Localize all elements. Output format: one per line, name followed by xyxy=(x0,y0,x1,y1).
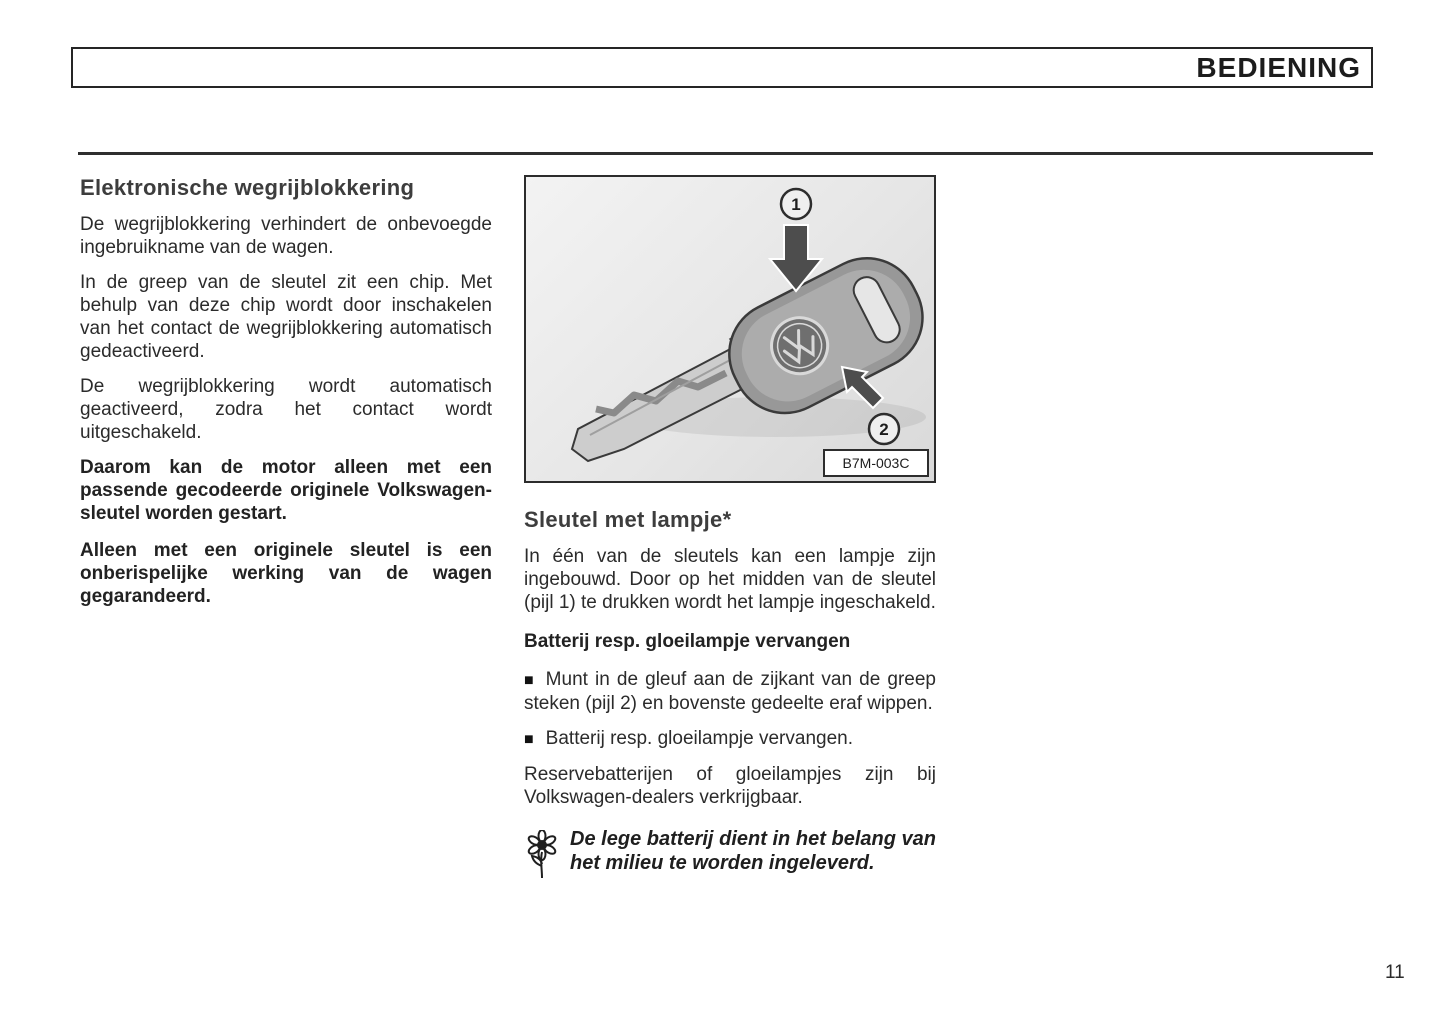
eco-note xyxy=(524,827,936,875)
paragraph-emphasis: Daarom kan de motor alleen met een passende gecodeerde originele Volkswagen-sleutel worden gestart. xyxy=(80,457,492,524)
section-heading-immobilizer: Elektronische wegrijblokkering xyxy=(80,175,415,200)
eco-note-text: De lege batterij dient in het belang van het milieu te worden ingeleverd. xyxy=(570,828,936,874)
sub-heading-battery: Batterij resp. gloeilampje vervangen xyxy=(524,631,851,652)
figure-ref-label xyxy=(824,450,928,476)
paragraph-emphasis: Alleen met een originele sleutel is een onberispelijke werking van de wagen gegarandeerd. xyxy=(80,540,492,607)
callout-2 xyxy=(869,414,899,444)
section-immobilizer xyxy=(80,175,492,622)
section-heading-key-light: Sleutel met lampje* xyxy=(524,507,732,532)
callout-1-number: 1 xyxy=(791,195,801,214)
section-key-light xyxy=(524,175,936,880)
paragraph: De wegrijblokkering verhindert de onbevoegde ingebruikname van de wagen. xyxy=(80,214,492,258)
callout-1 xyxy=(781,189,811,219)
page-header-title: BEDIENING xyxy=(1196,51,1361,83)
callout-2-number: 2 xyxy=(879,420,889,439)
eco-flower-icon xyxy=(524,830,560,880)
bullet-square-icon: ■ xyxy=(524,731,534,748)
divider xyxy=(78,152,1373,155)
key-figure xyxy=(524,175,936,483)
paragraph: De wegrijblokkering wordt automatisch geactiveerd, zodra het contact wordt uitgeschakeld. xyxy=(80,376,492,443)
list-item-text: Munt in de gleuf aan de zijkant van de greep steken (pijl 2) en bovenste gedeelte eraf wippen. xyxy=(524,669,936,714)
figure-ref-label-text: B7M-003C xyxy=(842,455,910,471)
paragraph: In de greep van de sleutel zit een chip. Met behulp van deze chip wordt door inschakelen van het contact de wegrijblokkering automatisch gedeactiveerd. xyxy=(80,272,492,362)
page-number: 11 xyxy=(1385,962,1405,983)
list-item xyxy=(524,727,936,751)
paragraph: In één van de sleutels kan een lampje zijn ingebouwd. Door op het midden van de sleutel (pijl 1) te drukken wordt het lampje ingeschakeld. xyxy=(524,546,936,613)
key-illustration xyxy=(526,177,934,481)
list-item xyxy=(524,668,936,715)
page-header-box xyxy=(71,47,1373,88)
paragraph: Reservebatterijen of gloeilampjes zijn bij Volkswagen-dealers verkrijgbaar. xyxy=(524,764,936,808)
list-item-text: Batterij resp. gloeilampje vervangen. xyxy=(545,728,854,749)
bullet-square-icon: ■ xyxy=(524,672,534,689)
